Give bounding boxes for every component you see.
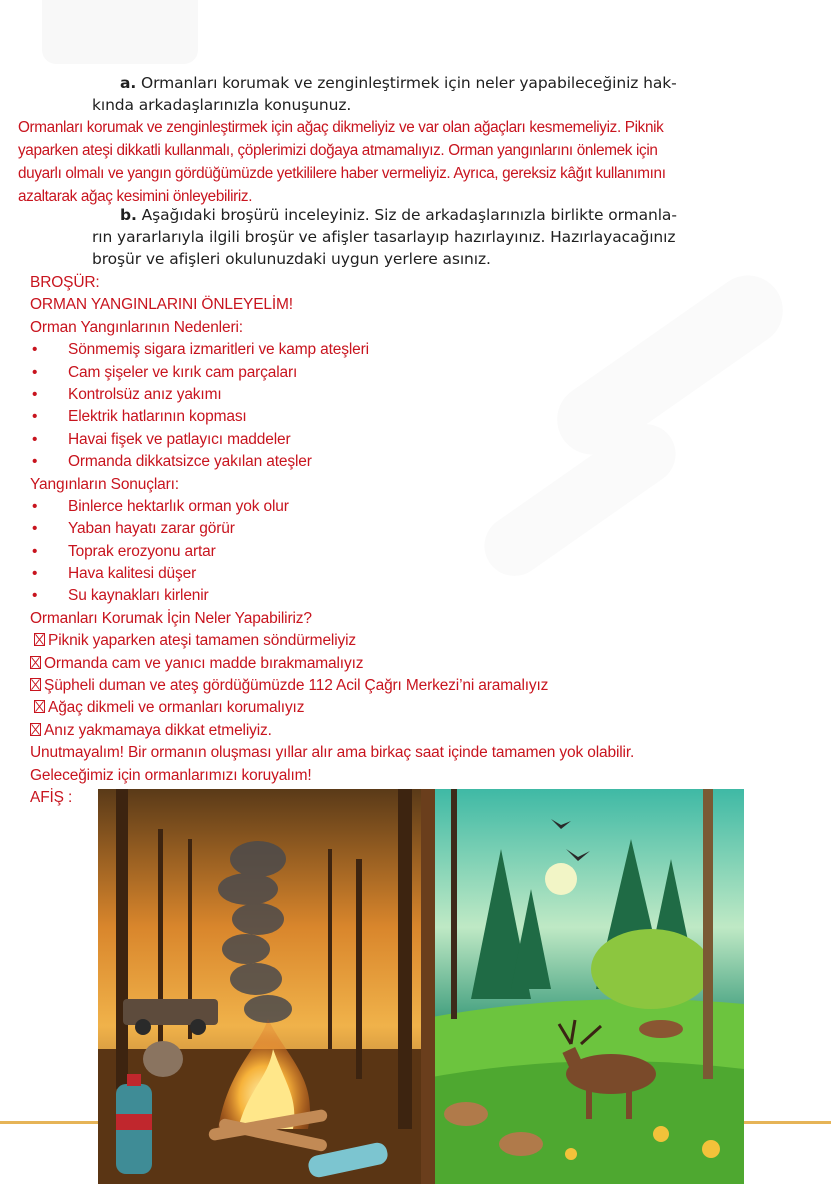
brochure bbox=[30, 272, 634, 809]
brochure-title: ORMAN YANGINLARINI ÖNLEYELİM! bbox=[30, 296, 293, 314]
bullet-icon: • bbox=[32, 497, 38, 515]
causes-title: Orman Yangınlarının Nedenleri: bbox=[30, 318, 243, 336]
answer-a bbox=[18, 116, 830, 208]
cause-text: Havai fişek ve patlayıcı maddeler bbox=[68, 430, 291, 448]
cause-text: Kontrolsüz anız yakımı bbox=[68, 385, 222, 403]
result-item bbox=[30, 518, 634, 540]
missing-glyph-icon bbox=[30, 656, 41, 669]
action-text: Piknik yaparken ateşi tamamen söndürmeliyiz bbox=[48, 632, 356, 650]
question-b-line2: rın yararlarıyla ilgili broşür ve afişler tasarlayıp hazırlayınız. Hazırlayacağınız bbox=[92, 228, 676, 246]
bullet-icon: • bbox=[32, 587, 38, 605]
question-a-line1: Ormanları korumak ve zenginleştirmek için neler yapabileceğiniz hak- bbox=[140, 74, 677, 92]
results-title: Yangınların Sonuçları: bbox=[30, 475, 179, 493]
result-item bbox=[30, 585, 634, 607]
bullet-icon: • bbox=[32, 430, 38, 448]
question-b bbox=[0, 204, 677, 270]
result-text: Hava kalitesi düşer bbox=[68, 565, 197, 583]
question-a-label: a. bbox=[120, 74, 137, 92]
question-b-line3: broşür ve afişleri okulunuzdaki uygun yerlere asınız. bbox=[92, 250, 491, 268]
forest-fire-illustration bbox=[98, 789, 421, 1184]
bullet-icon: • bbox=[32, 453, 38, 471]
cause-item bbox=[30, 429, 634, 451]
result-text: Toprak erozyonu artar bbox=[68, 542, 216, 560]
missing-glyph-icon bbox=[34, 700, 45, 713]
cause-text: Sönmemiş sigara izmaritleri ve kamp ateşleri bbox=[68, 341, 369, 359]
bullet-icon: • bbox=[32, 565, 38, 583]
cause-item bbox=[30, 362, 634, 384]
closing-line-1: Unutmayalım! Bir ormanın oluşması yıllar alır ama birkaç saat içinde tamamen yok olabilir. bbox=[30, 744, 635, 762]
question-b-label: b. bbox=[120, 206, 137, 224]
result-text: Su kaynakları kirlenir bbox=[68, 587, 209, 605]
action-item bbox=[30, 675, 634, 697]
result-text: Binlerce hektarlık orman yok olur bbox=[68, 497, 289, 515]
action-text: Anız yakmamaya dikkat etmeliyiz. bbox=[44, 721, 272, 739]
cause-text: Ormanda dikkatsizce yakılan ateşler bbox=[68, 453, 312, 471]
cause-item bbox=[30, 451, 634, 473]
healthy-forest-illustration bbox=[421, 789, 744, 1184]
missing-glyph-icon bbox=[34, 633, 45, 646]
question-a bbox=[0, 72, 677, 116]
action-text: Şüpheli duman ve ateş gördüğümüzde 112 Acil Çağrı Merkezi’ni aramalıyız bbox=[44, 677, 549, 695]
bullet-icon: • bbox=[32, 341, 38, 359]
cause-text: Cam şişeler ve kırık cam parçaları bbox=[68, 363, 298, 381]
action-item bbox=[30, 653, 634, 675]
action-item bbox=[30, 720, 634, 742]
actions-title: Ormanları Korumak İçin Neler Yapabiliriz? bbox=[30, 609, 312, 627]
answer-a-line: yaparken ateşi dikkatli kullanmalı, çöplerimizi doğaya atmamalıyız. Orman yangınlarını önlemek için bbox=[18, 142, 658, 159]
result-text: Yaban hayatı zarar görür bbox=[68, 520, 235, 538]
poster-image bbox=[98, 789, 744, 1184]
cause-item bbox=[30, 406, 634, 428]
poster-label: AFİŞ : bbox=[30, 788, 73, 806]
bullet-icon: • bbox=[32, 542, 38, 560]
brochure-heading: BROŞÜR: bbox=[30, 274, 100, 291]
result-item bbox=[30, 563, 634, 585]
answer-a-line: duyarlı olmalı ve yangın gördüğümüzde yetkililere haber vermeliyiz. Ayrıca, gereksiz kâğıt kullanımını bbox=[18, 165, 666, 182]
bullet-icon: • bbox=[32, 520, 38, 538]
answer-a-line: Ormanları korumak ve zenginleştirmek için ağaç dikmeliyiz ve var olan ağaçları kesmemeliyiz. Piknik bbox=[18, 119, 664, 136]
action-text: Ormanda cam ve yanıcı madde bırakmamalıyız bbox=[44, 654, 364, 672]
answer-a-line: azaltarak ağaç kesimini önleyebiliriz. bbox=[18, 188, 253, 205]
question-a-line2: kında arkadaşlarınızla konuşunuz. bbox=[92, 96, 352, 114]
bullet-icon: • bbox=[32, 385, 38, 403]
header-placeholder bbox=[42, 0, 198, 64]
action-item bbox=[30, 697, 634, 719]
cause-item bbox=[30, 384, 634, 406]
bullet-icon: • bbox=[32, 363, 38, 381]
cause-item bbox=[30, 339, 634, 361]
result-item bbox=[30, 541, 634, 563]
missing-glyph-icon bbox=[30, 723, 41, 736]
action-text: Ağaç dikmeli ve ormanları korumalıyız bbox=[48, 699, 305, 717]
missing-glyph-icon bbox=[30, 678, 41, 691]
bullet-icon: • bbox=[32, 408, 38, 426]
closing-line-2: Geleceğimiz için ormanlarımızı koruyalım! bbox=[30, 766, 312, 784]
cause-text: Elektrik hatlarının kopması bbox=[68, 408, 247, 426]
action-item bbox=[30, 630, 634, 652]
result-item bbox=[30, 496, 634, 518]
question-b-line1: Aşağıdaki broşürü inceleyiniz. Siz de arkadaşlarınızla birlikte ormanla- bbox=[141, 206, 677, 224]
